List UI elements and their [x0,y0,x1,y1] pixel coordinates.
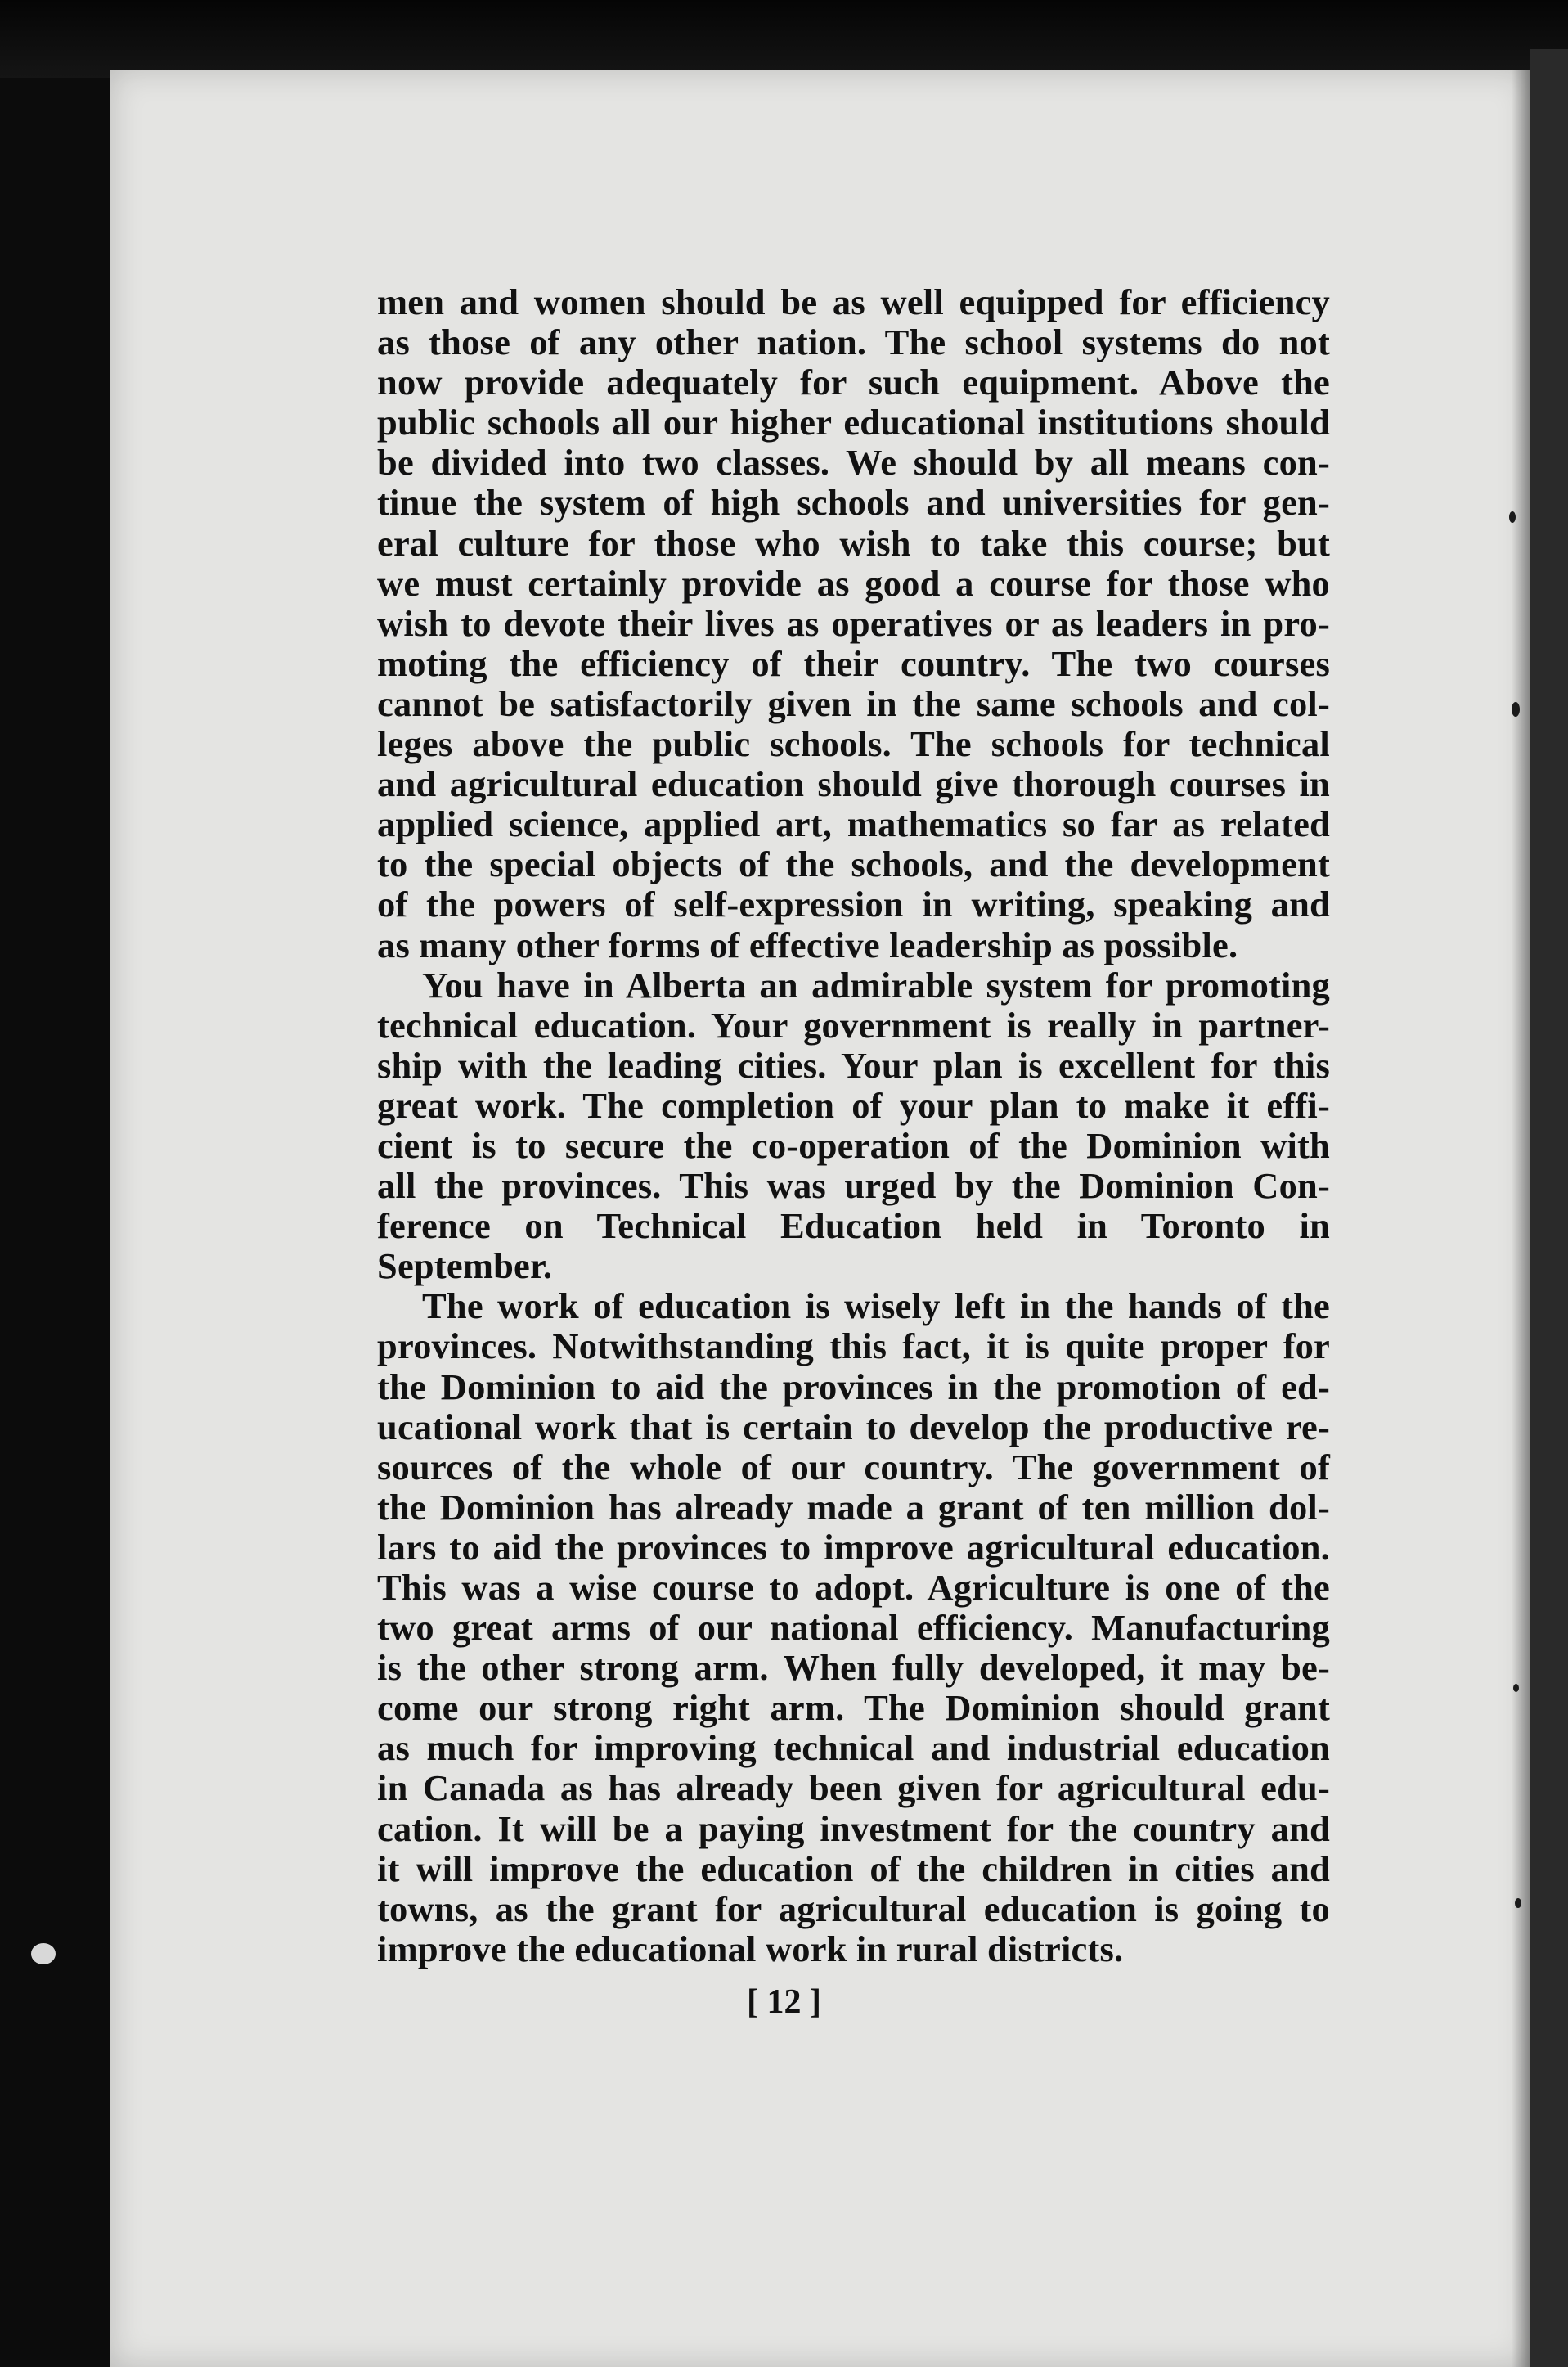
scan-speck [1509,511,1516,523]
text-line: cannot be satisfactorily given in the same schools and col- [377,682,1330,724]
text-line: wish to devote their lives as operatives or as leaders in pro- [377,602,1330,644]
text-line: and agricultural education should give thorough courses in [377,763,1330,805]
text-line: the Dominion to aid the provinces in the promotion of ed- [377,1366,1330,1407]
text-line: come our strong right arm. The Dominion should grant [377,1687,1330,1729]
scan-top-edge [0,0,1568,78]
scan-speck [1512,702,1520,717]
text-line: ship with the leading cities. Your plan is excellent for this [377,1044,1330,1086]
text-line: cient is to secure the co-operation of the Dominion with [377,1124,1330,1166]
text-line: as those of any other nation. The school systems do not [377,322,1330,363]
text-line: public schools all our higher educational institutions should [377,402,1330,443]
text-line: as many other forms of effective leadership as possible. [377,924,1238,965]
text-line: improve the educational work in rural districts. [377,1928,1124,1969]
text-line: leges above the public schools. The schools for technical [377,723,1330,765]
text-line: applied science, applied art, mathematics so far as related [377,803,1330,845]
text-line: towns, as the grant for agricultural education is going to [377,1888,1330,1929]
scan-speck [31,1943,56,1964]
text-line: it will improve the education of the children in cities and [377,1847,1330,1889]
text-line: two great arms of our national efficiency. Manufacturing [377,1607,1330,1649]
text-line: as much for improving technical and industrial education [377,1727,1330,1769]
scan-speck [1515,1898,1521,1908]
text-line: to the special objects of the schools, and the development [377,844,1330,885]
text-line: lars to aid the provinces to improve agricultural education. [377,1526,1330,1568]
text-line: moting the efficiency of their country. The two courses [377,642,1330,684]
text-line: the Dominion has already made a grant of ten million dol- [377,1486,1330,1528]
text-line: This was a wise course to adopt. Agriculture is one of the [377,1567,1330,1608]
text-line: men and women should be as well equipped for efficiency [377,281,1330,322]
text-line: be divided into two classes. We should by all means con- [377,442,1330,484]
text-line: great work. The completion of your plan to make it effi- [377,1084,1330,1126]
text-line: technical education. Your government is really in partner- [377,1004,1330,1046]
text-line: is the other strong arm. When fully developed, it may be- [377,1647,1330,1689]
body-text [377,282,1330,1969]
paragraph-first-line: You have in Alberta an admirable system for promoting [422,964,1330,1006]
text-line: provinces. Notwithstanding this fact, it is quite proper for [377,1325,1330,1367]
text-line: tinue the system of high schools and universities for gen- [377,482,1330,524]
text-line: now provide adequately for such equipment. Above the [377,362,1330,403]
scan-speck [1513,1684,1519,1692]
page-number: [ 12 ] [747,1983,821,2021]
text-line: sources of the whole of our country. The government of [377,1446,1330,1487]
text-line: cation. It will be a paying investment for the country and [377,1807,1330,1849]
paragraph-first-line: The work of education is wisely left in the hands of the [422,1285,1330,1327]
text-line: ference on Technical Education held in Toronto in [377,1205,1330,1247]
text-line: of the powers of self-expression in writing, speaking and [377,884,1330,925]
text-line: we must certainly provide as good a course for those who [377,562,1330,604]
text-line: eral culture for those who wish to take this course; but [377,522,1330,564]
text-line: September. [377,1245,553,1287]
page-fold-shadow [1512,70,1530,2367]
text-line: in Canada as has already been given for agricultural edu- [377,1767,1330,1809]
text-line: all the provinces. This was urged by the Dominion Con- [377,1165,1330,1207]
text-line: ucational work that is certain to develop the productive re- [377,1406,1330,1447]
